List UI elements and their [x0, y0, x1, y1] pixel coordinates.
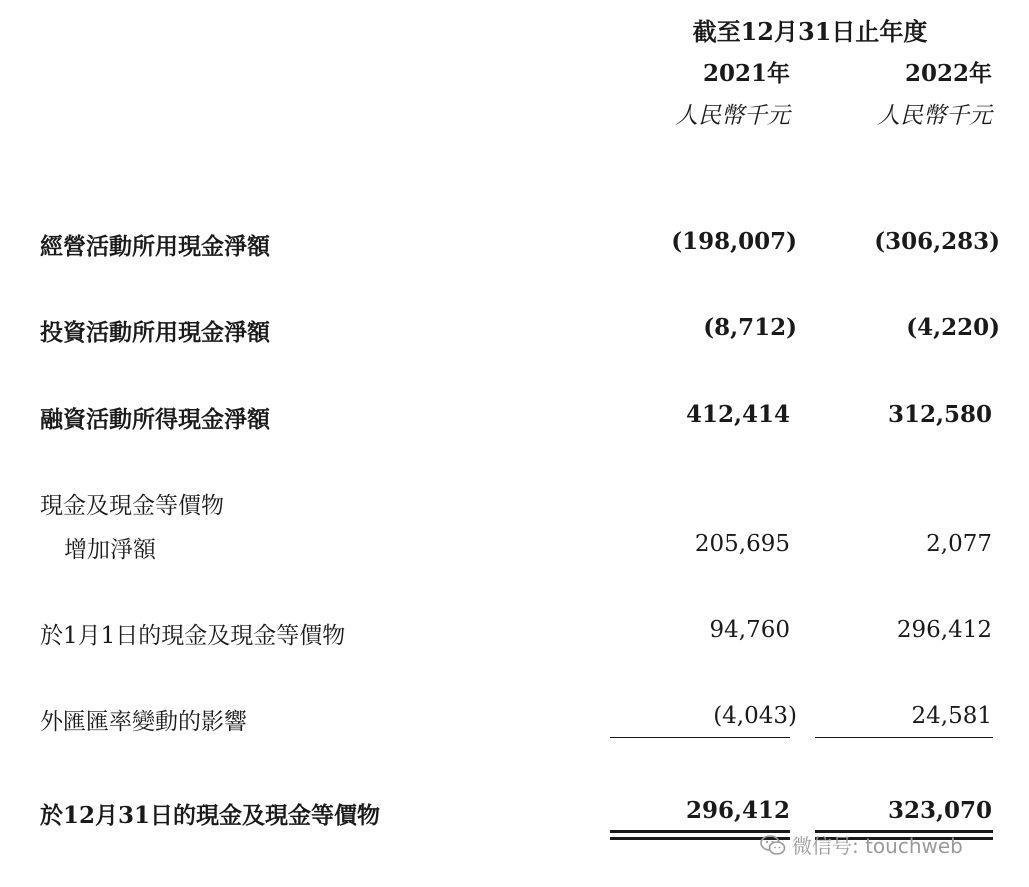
row-value-net-increase-2021: 205,695: [694, 531, 790, 557]
row-label-closing-balance: 於12月31日的現金及現金等價物: [40, 802, 381, 829]
period-heading: 截至12月31日止年度: [692, 17, 928, 46]
row-value-investing-2021: (8,712): [703, 314, 797, 341]
subtotal-rule-2022: [815, 737, 993, 738]
subtotal-rule-2021: [610, 737, 790, 738]
row-value-financing-2022: 312,580: [887, 401, 992, 428]
row-value-operating-2022: (306,283): [874, 228, 1000, 255]
watermark-text: 微信号: touchweb: [792, 834, 963, 858]
row-value-financing-2021: 412,414: [685, 401, 790, 428]
year-2021-heading: 2021年: [702, 60, 790, 87]
row-value-opening-2022: 296,412: [896, 617, 992, 643]
row-label-net-increase-line2: 增加淨額: [64, 537, 156, 563]
row-label-investing: 投資活動所用現金淨額: [40, 319, 270, 346]
wechat-icon: [760, 834, 786, 856]
row-value-operating-2021: (198,007): [671, 228, 797, 255]
year-2022-heading: 2022年: [904, 60, 992, 87]
row-value-closing-2022: 323,070: [887, 797, 992, 824]
row-value-investing-2022: (4,220): [906, 314, 1000, 341]
unit-2022-label: 人民幣千元: [877, 103, 992, 129]
row-value-fx-2021: (4,043): [713, 703, 797, 729]
unit-2021-label: 人民幣千元: [675, 103, 790, 129]
row-label-operating: 經營活動所用現金淨額: [40, 233, 270, 260]
row-label-opening-balance: 於1月1日的現金及現金等價物: [40, 623, 346, 649]
row-label-net-increase: 現金及現金等價物: [40, 493, 224, 519]
row-value-opening-2021: 94,760: [709, 617, 790, 643]
row-label-fx-effect: 外匯匯率變動的影響: [40, 709, 247, 735]
row-value-net-increase-2022: 2,077: [926, 531, 992, 557]
row-value-fx-2022: 24,581: [911, 703, 992, 729]
watermark: [760, 830, 963, 859]
row-value-closing-2021: 296,412: [685, 797, 790, 824]
row-label-financing: 融資活動所得現金淨額: [40, 406, 270, 433]
